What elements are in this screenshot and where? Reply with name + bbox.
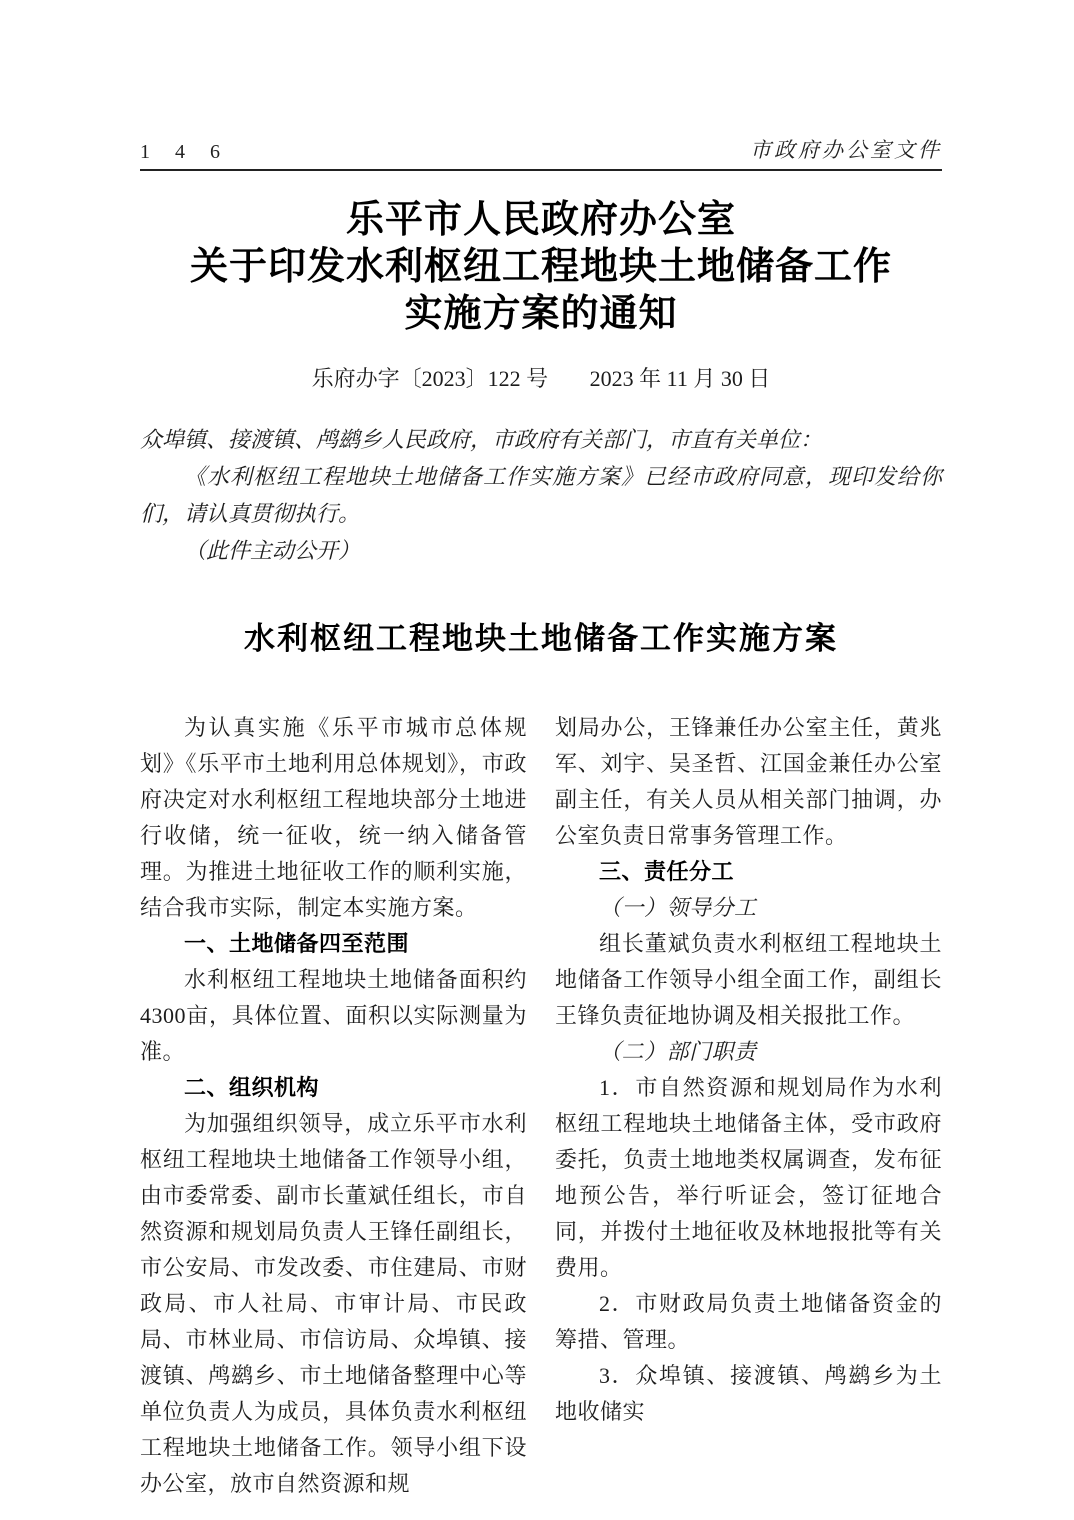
subsection-3-1-paragraph: 组长董斌负责水利枢纽工程地块土地储备工作领导小组全面工作，副组长王锋负责征地协调及相关报批工作。: [555, 931, 942, 1028]
notice-text: 《水利枢纽工程地块土地储备工作实施方案》已经市政府同意，现印发给你们，请认真贯彻执行。: [140, 464, 942, 526]
notice-body: [140, 421, 942, 569]
subsection-heading-3-2: （二）部门职责: [599, 1039, 757, 1064]
section-2-paragraph: 为加强组织领导，成立乐平市水利枢纽工程地块土地储备工作领导小组，由市委常委、副市长董斌任组长，市自然资源和规划局负责人王锋任副组长，市公安局、市发改委、市住建局、市财政局、市人社局、市审计局、市民政局、市林业局、市信访局、众埠镇、接渡镇、鸬鹚乡、市土地储备整理中心等单位负责人为成员，具体负责水利枢纽工程地块土地储备工作。领导小组下设办公室，放市自然资源和规: [140, 1111, 527, 1496]
duty-item-2: 2．市财政局负责土地储备资金的筹措、管理。: [555, 1291, 942, 1352]
duty-item-1: 1．市自然资源和规划局作为水利枢纽工程地块土地储备主体，受市政府委托，负责土地地类权属调查，发布征地预公告，举行听证会，签订征地合同，并拨付土地征收及林地报批等有关费用。: [555, 1075, 942, 1280]
left-column: [140, 710, 527, 1502]
subsection-heading-3-1: （一）领导分工: [599, 895, 757, 920]
page-number: 1 4 6: [140, 141, 230, 163]
plan-title: 水利枢纽工程地块土地储备工作实施方案: [244, 621, 838, 656]
notice-title-line-1: 乐平市人民政府办公室: [345, 199, 736, 241]
disclosure-note: （此件主动公开）: [184, 538, 361, 563]
header-doc-type-label: 市政府办公室文件: [750, 138, 942, 162]
notice-title: [140, 197, 942, 338]
page-header: [140, 134, 942, 171]
notice-title-line-2: 关于印发水利枢纽工程地块土地储备工作: [189, 246, 892, 288]
section-heading-1: 一、土地储备四至范围: [184, 931, 410, 956]
duty-item-3: 3．众埠镇、接渡镇、鸬鹚乡为土地收储实: [555, 1363, 942, 1424]
doc-number-line: [140, 362, 942, 393]
plan-intro-paragraph: 为认真实施《乐平市城市总体规划》《乐平市土地利用总体规划》，市政府决定对水利枢纽工程地块部分土地进行收储，统一征收，统一纳入储备管理。为推进土地征收工作的顺利实施，结合我市实际，制定本实施方案。: [140, 715, 527, 920]
section-heading-3: 三、责任分工: [599, 859, 735, 884]
section-heading-2: 二、组织机构: [184, 1075, 320, 1100]
right-column: [555, 710, 942, 1502]
section-2-paragraph-continued: 划局办公，王锋兼任办公室主任，黄兆军、刘宇、吴圣哲、江国金兼任办公室副主任，有关人员从相关部门抽调，办公室负责日常事务管理工作。: [555, 715, 942, 848]
two-column-body: [140, 710, 942, 1502]
doc-date: 2023 年 11 月 30 日: [589, 366, 771, 391]
doc-number: 乐府办字〔2023〕122 号: [311, 366, 549, 391]
notice-title-line-3: 实施方案的通知: [404, 293, 678, 335]
section-1-paragraph: 水利枢纽工程地块土地储备面积约4300亩，具体位置、面积以实际测量为准。: [140, 967, 527, 1064]
recipients-line: 众埠镇、接渡镇、鸬鹚乡人民政府，市政府有关部门，市直有关单位：: [140, 427, 823, 452]
